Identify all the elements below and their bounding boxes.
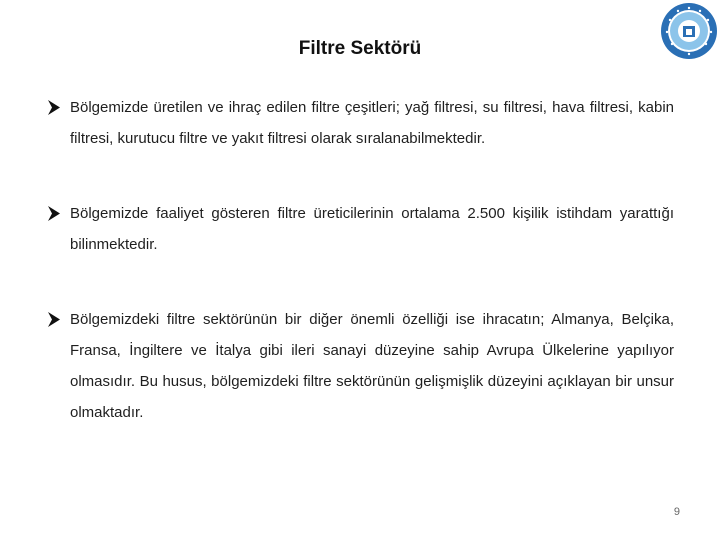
arrow-bullet-icon bbox=[46, 198, 64, 229]
bullet-text: Bölgemizde faaliyet gösteren filtre üreticilerinin ortalama 2.500 kişilik istihdam yarattığı bilinmektedir. bbox=[70, 205, 674, 253]
slide-title: Filtre Sektörü bbox=[298, 38, 422, 59]
bullet-text: Bölgemizdeki filtre sektörünün bir diğer önemli özelliği ise ihracatın; Almanya, Belçika, Fransa, İngiltere ve İtalya gibi ileri sanayi düzeyine sahip Avrupa Ülkelerine yapılıyor olmasıdır. Bu husus, bölgemizdeki filtre sektörünün gelişmişlik düzeyini açıklayan bir unsur olmaktadır. bbox=[70, 311, 674, 421]
arrow-bullet-icon bbox=[46, 304, 64, 335]
bullet-text: Bölgemizde üretilen ve ihraç edilen filtre çeşitleri; yağ filtresi, su filtresi, hava filtresi, kabin filtresi, kurutucu filtre ve yakıt filtresi olarak sıralanabilmektedir. bbox=[70, 99, 674, 147]
arrow-bullet-icon bbox=[46, 92, 64, 123]
page-number: 9 bbox=[673, 506, 680, 518]
bullet-item bbox=[46, 92, 674, 154]
bullet-item bbox=[46, 304, 674, 428]
bullet-item bbox=[46, 198, 674, 260]
